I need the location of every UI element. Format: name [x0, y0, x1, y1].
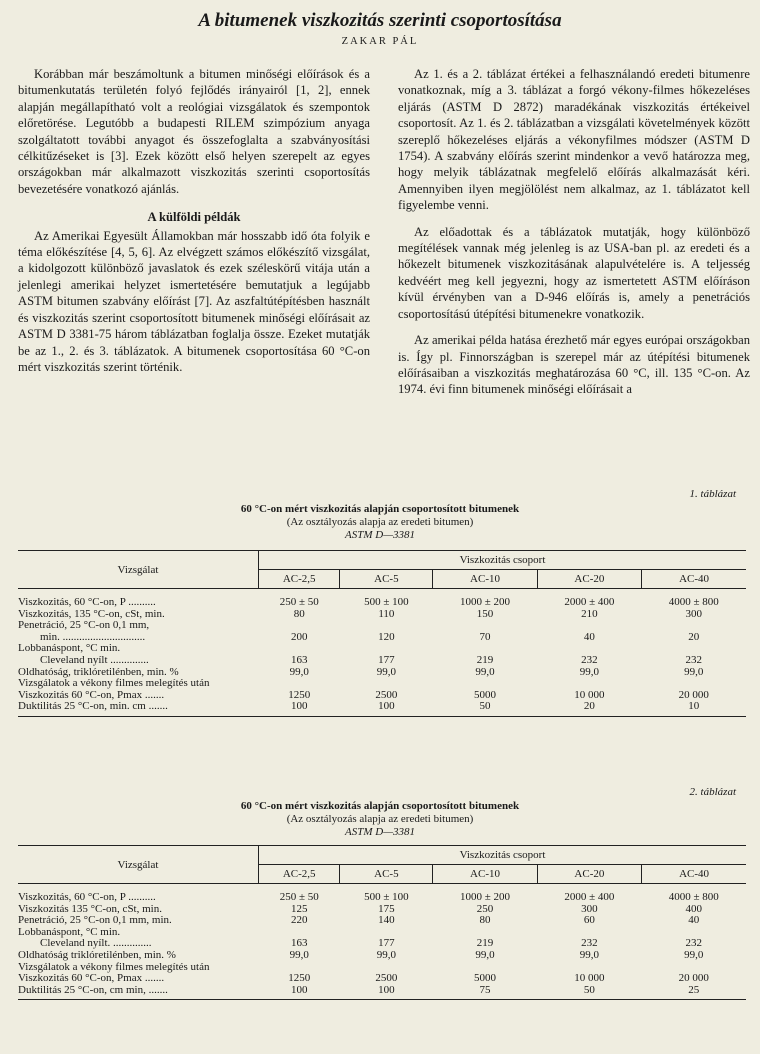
table-cell: 10 000 [574, 688, 605, 701]
table-cell: 80 [479, 914, 491, 927]
row-label: Viszkozitás 135 °C-on, cSt, min. [18, 902, 162, 915]
table-cell: 250 ± 50 [279, 891, 319, 903]
table-cell: 99,0 [475, 665, 495, 678]
column-header-grade: AC-2,5 [259, 865, 340, 884]
row-label: Vizsgálatok a vékony filmes melegítés után [18, 677, 210, 690]
table-cell: 80 [293, 607, 305, 620]
table-caption [0, 503, 760, 542]
column-header-grade: AC-2,5 [259, 570, 340, 589]
table-cell [433, 678, 537, 690]
column-group-header: Viszkozitás csoport [259, 551, 747, 570]
article-author: ZAKAR PÁL [341, 36, 419, 47]
column-header-grade: AC-20 [537, 865, 641, 884]
table-row [18, 632, 746, 644]
table-body [18, 884, 746, 1000]
table-standard: ASTM D—3381 [345, 826, 415, 838]
table-standard: ASTM D—3381 [345, 529, 415, 541]
row-label: Lobbanáspont, °C min. [18, 925, 121, 938]
row-label: min. .............................. [40, 630, 146, 643]
table-cell: 100 [340, 985, 433, 1000]
column-header-grade: AC-40 [642, 865, 746, 884]
table-cell: 232 [581, 937, 598, 950]
column-header-grade: AC-10 [433, 865, 537, 884]
table-cell: 50 [433, 701, 537, 716]
table-cell: 210 [581, 607, 598, 620]
row-label: Viszkozitás, 60 °C-on, P .......... [18, 891, 156, 903]
column-header-grade: AC-20 [537, 570, 641, 589]
row-label: Viszkozitás 60 °C-on, Pmax ....... [18, 972, 165, 985]
row-label: Vizsgálatok a vékony filmes melegítés után [18, 960, 210, 973]
table-cell: 177 [378, 937, 395, 950]
table-cell: 140 [378, 914, 395, 927]
row-label: Oldhatóság triklóretilénben, min. % [18, 948, 176, 961]
table-cell: 4000 ± 800 [668, 596, 719, 608]
table-cell: 500 ± 100 [364, 596, 409, 608]
table-cell: 219 [476, 937, 494, 950]
table-cell: 99,0 [475, 948, 495, 961]
column-header-test: Vizsgálat [18, 846, 259, 884]
table-row [18, 915, 746, 927]
table-title: 60 °C-on mért viszkozitás alapján csoportosított bitumenek [240, 503, 520, 515]
table-cell: 232 [685, 653, 703, 666]
table-cell: 500 ± 100 [364, 891, 409, 903]
table-cell: 2500 [375, 688, 398, 701]
table-cell: 4000 ± 800 [668, 891, 719, 903]
row-label: Duktilitás 25 °C-on, min. cm ....... [18, 701, 259, 716]
table-cell: 1250 [288, 972, 311, 985]
row-label: Cleveland nyílt .............. [40, 653, 149, 666]
row-label: Penetráció, 25 °C-on 0,1 mm, min. [18, 914, 172, 927]
table-cell: 40 [688, 914, 700, 927]
table-cell: 50 [537, 985, 641, 1000]
table-row [18, 589, 746, 609]
table-title: 60 °C-on mért viszkozitás alapján csoportosított bitumenek [240, 800, 520, 812]
table-row [18, 884, 746, 904]
table-cell: 1000 ± 200 [460, 596, 511, 608]
paragraph: Az amerikai példa hatása érezhető már egyes európai országokban is. Így pl. Finnországban is szerepel már az útépítési bitumenek előírásaiban a viszkozitás meghatározása 60 °C, ill. 135 °C-on. Az 1974. évi finn bitumenek minőségi előírásait a [398, 333, 750, 397]
table-cell: 2000 ± 400 [564, 891, 615, 903]
table-number: 1. táblázat [689, 488, 736, 500]
table-subtitle: (Az osztályozás alapja az eredeti bitumen) [286, 516, 474, 528]
table-cell: 2500 [375, 972, 398, 985]
table-row [18, 985, 746, 1000]
row-label: Penetráció, 25 °C-on 0,1 mm, [18, 619, 150, 632]
table-cell: 10 000 [574, 972, 605, 985]
table-cell: 300 [685, 607, 703, 620]
table-cell: 219 [476, 653, 494, 666]
data-table [18, 845, 746, 1000]
row-label: Lobbanáspont, °C min. [18, 642, 121, 655]
table-cell: 175 [378, 902, 395, 915]
paragraph: Az 1. és a 2. táblázat értékei a felhasználandó eredeti bitumenre vonatkoznak, míg a 3. táblázat a forgó vékony-filmes hőkezeléses eljárás (ASTM D 2872) maradékának viszkozitás értékeivel csoportosít. Az 1. és 2. táblázatban a vizsgálati követelmények között szereplő hőkezeléses eljárás a vékonyfilmes módszer (ASTM D 1754). A szabvány előírás szerint mindenkor a vevő határozza meg, hogy melyik táblázatnak megfelelő előírás alkalmazását kéri. Amennyiben ilyen megjölölést nem alkalmaz, az 1. táblázatot kell figyelembe venni. [398, 67, 750, 213]
table-subtitle: (Az osztályozás alapja az eredeti bitumen) [286, 813, 474, 825]
table-cell: 99,0 [289, 665, 309, 678]
column-header-grade: AC-10 [433, 570, 537, 589]
row-label: Oldhatóság, triklóretilénben, min. % [18, 665, 179, 678]
row-label: Viszkozitás, 135 °C-on, cSt, min. [18, 607, 165, 620]
table-cell: 2000 ± 400 [564, 596, 615, 608]
table-cell: 232 [581, 653, 598, 666]
table-cell: 20 [688, 630, 700, 643]
table-cell: 1250 [288, 688, 311, 701]
table-cell: 125 [290, 902, 308, 915]
table-cell: 232 [685, 937, 703, 950]
table-cell: 40 [583, 630, 595, 643]
table-cell [537, 678, 641, 690]
table-number: 2. táblázat [689, 786, 736, 798]
row-label: Duktilitás 25 °C-on, cm min, ....... [18, 985, 259, 1000]
table-cell: 99,0 [579, 665, 600, 678]
column-group-header: Viszkozitás csoport [259, 846, 747, 865]
table-cell: 75 [433, 985, 537, 1000]
text-column-right [398, 66, 750, 398]
table-cell: 99,0 [684, 665, 704, 678]
table-body [18, 589, 746, 717]
table-cell: 5000 [474, 688, 497, 701]
table-caption [0, 800, 760, 839]
paragraph: Az előadottak és a táblázatok mutatják, hogy különböző megítélések vannak még jelenleg is az USA-ban pl. az eredeti és a hőkezelt bitumenek viszkozitásának alapulvételére is. A teljesség kedvéért meg kell jegyezni, hogy az ismertetett ASTM előíráson kívül érvényben van a D-946 előírás is, amely a penetrációs csoportosítású útépítési bitumenekre vonatkozik. [398, 224, 750, 321]
table-cell [340, 678, 433, 690]
table-cell: 150 [476, 607, 494, 620]
data-table [18, 550, 746, 717]
table-cell: 99,0 [684, 948, 704, 961]
table-cell: 20 000 [678, 972, 709, 985]
table-cell: 120 [378, 630, 395, 643]
column-header-grade: AC-5 [340, 865, 433, 884]
table-cell: 400 [685, 902, 703, 915]
table-cell: 100 [259, 701, 340, 716]
table-cell: 100 [340, 701, 433, 716]
table-cell: 250 [476, 902, 494, 915]
table-cell: 25 [642, 985, 746, 1000]
table-cell: 99,0 [376, 948, 397, 961]
table-cell: 300 [581, 902, 598, 915]
table-cell: 99,0 [579, 948, 600, 961]
table-cell: 163 [290, 653, 308, 666]
column-header-grade: AC-5 [340, 570, 433, 589]
table-cell: 250 ± 50 [279, 596, 319, 608]
table-row [18, 678, 746, 690]
column-header-test: Vizsgálat [18, 551, 259, 589]
section-heading: A külföldi példák [147, 210, 241, 225]
table-cell: 100 [259, 985, 340, 1000]
table-cell [642, 678, 746, 690]
table-cell: 20 [537, 701, 641, 716]
paragraph: Az Amerikai Egyesült Államokban már hosszabb idő óta folyik e téma előkészítése [4, 5, 6]. Az elvégzett számos előkészítő vizsgálat, a kidolgozott különböző javaslatok és ezek széleskörű vitája után a jelenlegi amerikai helyzet ismertetésére bemutatjuk a legújabb ASTM bitumen szabvány előírást [7]. Az aszfaltútépítésben használt és viszkozitás szerint csoportosított bitumenek minőségi előírásait az ASTM D 3381-75 három táblázatban foglalja össze. Ezeket mutatják be az 1., 2. és 3. táblázatok. A bitumenek csoportosítása 60 °C-on mért viszkozitás szerint történik. [18, 228, 370, 374]
table-cell: 5000 [474, 972, 497, 985]
table-cell: 1000 ± 200 [460, 891, 511, 903]
article-title: A bitumenek viszkozitás szerinti csoportosítása [198, 10, 562, 31]
row-label: Viszkozitás, 60 °C-on, P .......... [18, 596, 156, 608]
table-cell: 110 [378, 607, 395, 620]
table-row [18, 655, 746, 667]
table-cell: 200 [290, 630, 308, 643]
table-cell: 99,0 [376, 665, 397, 678]
column-header-grade: AC-40 [642, 570, 746, 589]
table-cell: 60 [583, 914, 595, 927]
table-row [18, 701, 746, 716]
table-cell: 70 [479, 630, 491, 643]
table-cell: 99,0 [289, 948, 309, 961]
paragraph: Korábban már beszámoltunk a bitumen minőségi előírások és a bitumenkutatás területén folyó fejlődés irányairól [1, 2], ennek alapján megállapítható volt a reológiai vizsgálatok és szempontok előretörése. Legutóbb a budapesti RILEM szimpózium anyaga szolgáltatott további anyagot és összefoglalta a szabványosítási célkitűzéseket is [3]. Ezek között első helyen szerepelt az egyes országokban már alkalmazott viszkozitás szerinti csoportosítás bevezetésére vonatkozó ajánlás. [18, 67, 370, 196]
table-row [18, 973, 746, 985]
row-label: Viszkozitás 60 °C-on, Pmax ....... [18, 688, 165, 701]
table-cell: 177 [378, 653, 395, 666]
table-cell [259, 678, 340, 690]
table-cell: 220 [290, 914, 308, 927]
table-row [18, 950, 746, 962]
table-cell: 10 [642, 701, 746, 716]
table-cell: 20 000 [678, 688, 709, 701]
table-cell: 163 [290, 937, 308, 950]
row-label: Cleveland nyílt. .............. [40, 937, 152, 950]
text-column-left [18, 66, 370, 375]
